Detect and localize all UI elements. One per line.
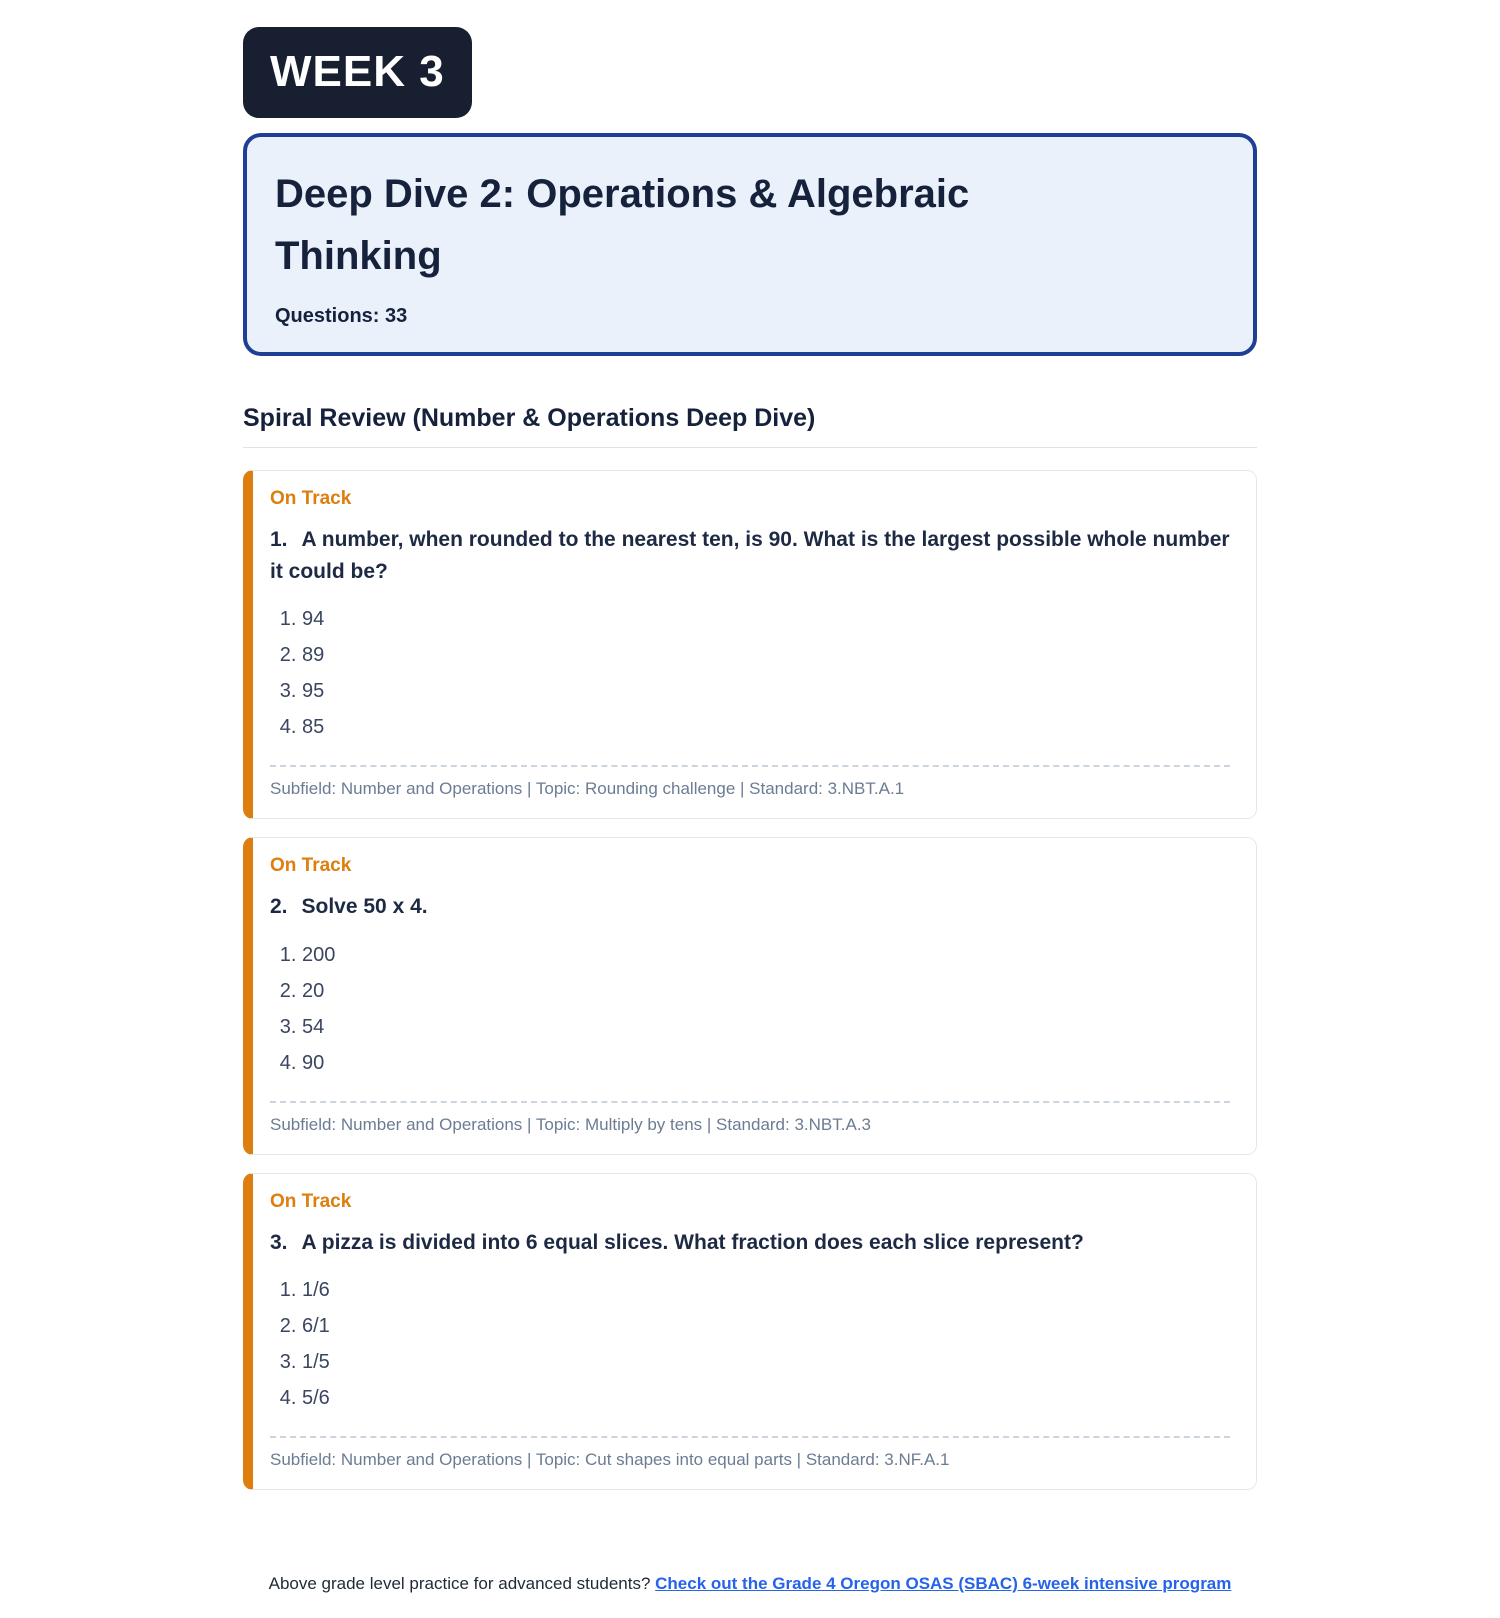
question-number: 2. xyxy=(270,895,288,918)
option-item: 2. 20 xyxy=(302,973,1230,1009)
page-content xyxy=(243,0,1257,1490)
options-list xyxy=(270,937,1230,1081)
question-text xyxy=(270,1227,1230,1259)
card-divider xyxy=(270,1101,1230,1103)
question-meta: Subfield: Number and Operations | Topic: Rounding challenge | Standard: 3.NBT.A.1 xyxy=(270,779,905,798)
section-heading: Spiral Review (Number & Operations Deep Dive) xyxy=(243,404,816,432)
footer-note xyxy=(0,1574,1500,1618)
question-card xyxy=(243,837,1257,1155)
question-card xyxy=(243,470,1257,819)
option-item: 2. 89 xyxy=(302,637,1230,673)
option-item: 1. 94 xyxy=(302,601,1230,637)
status-badge: On Track xyxy=(270,1190,352,1212)
card-divider xyxy=(270,1436,1230,1438)
option-item: 3. 54 xyxy=(302,1009,1230,1045)
question-body: A number, when rounded to the nearest ten, is 90. What is the largest possible whole number it could be? xyxy=(270,528,1230,583)
section-divider xyxy=(243,447,1257,448)
option-item: 3. 1/5 xyxy=(302,1344,1230,1380)
question-number: 3. xyxy=(270,1230,288,1254)
question-text xyxy=(270,524,1230,587)
options-list xyxy=(270,1272,1230,1416)
option-item: 4. 90 xyxy=(302,1045,1230,1081)
question-number: 1. xyxy=(270,528,288,551)
question-card xyxy=(243,1173,1257,1491)
option-item: 4. 85 xyxy=(302,709,1230,745)
options-list xyxy=(270,601,1230,745)
option-item: 3. 95 xyxy=(302,673,1230,709)
option-item: 1. 200 xyxy=(302,937,1230,973)
week-badge: WEEK 3 xyxy=(243,27,472,118)
status-badge: On Track xyxy=(270,855,352,876)
questions-count: Questions: 33 xyxy=(275,305,408,327)
footer-link[interactable]: Check out the Grade 4 Oregon OSAS (SBAC) 6-week intensive program xyxy=(655,1574,1232,1593)
footer-text: Above grade level practice for advanced students? xyxy=(268,1574,651,1593)
option-item: 2. 6/1 xyxy=(302,1308,1230,1344)
question-body: Solve 50 x 4. xyxy=(301,895,428,918)
option-item: 1. 1/6 xyxy=(302,1272,1230,1308)
card-divider xyxy=(270,765,1230,767)
question-text xyxy=(270,891,1230,923)
question-meta: Subfield: Number and Operations | Topic: Cut shapes into equal parts | Standard: 3.NF.A.1 xyxy=(270,1450,950,1469)
status-badge: On Track xyxy=(270,488,352,509)
header-box xyxy=(243,133,1257,356)
option-item: 4. 5/6 xyxy=(302,1380,1230,1416)
question-body: A pizza is divided into 6 equal slices. What fraction does each slice represent? xyxy=(301,1230,1084,1254)
page-title: Deep Dive 2: Operations & Algebraic Thinking xyxy=(275,172,970,278)
question-meta: Subfield: Number and Operations | Topic: Multiply by tens | Standard: 3.NBT.A.3 xyxy=(270,1114,871,1134)
